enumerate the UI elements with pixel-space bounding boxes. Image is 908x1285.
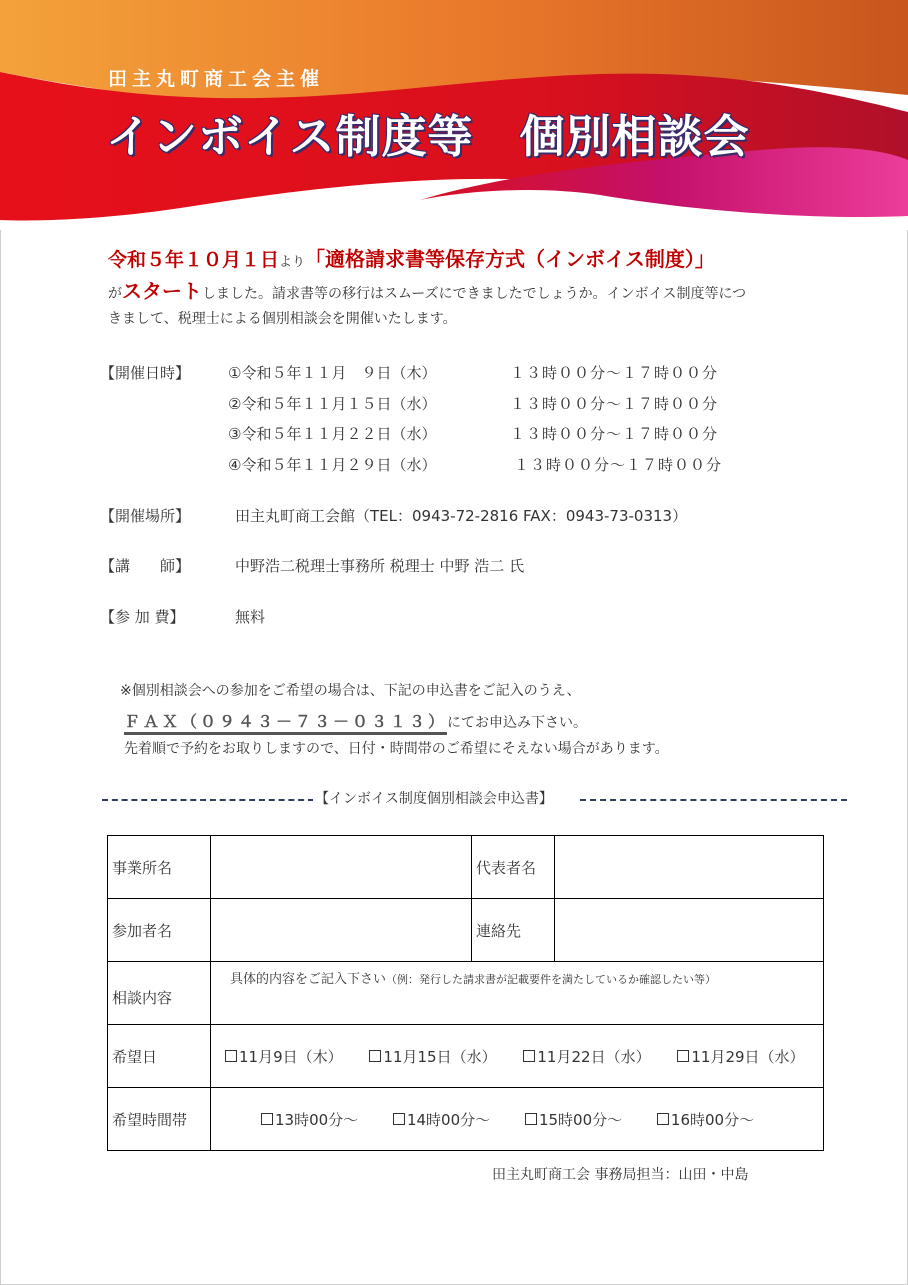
- participant-input[interactable]: [211, 899, 472, 962]
- date-option[interactable]: [225, 1046, 343, 1067]
- date-option-label: 11月22日（水）: [537, 1047, 651, 1066]
- time-option-label: 16時00分～: [670, 1110, 755, 1129]
- schedule-date: ④令和５年１１月２９日（水）: [228, 456, 437, 474]
- contact-input[interactable]: [555, 899, 824, 962]
- intro-line-3: きまして、税理士による個別相談会を開催いたします。: [108, 311, 457, 327]
- notice-line-1: ※個別相談会への参加をご希望の場合は、下記の申込書をご記入のうえ、: [120, 683, 581, 699]
- table-row: [108, 1088, 824, 1151]
- fee-value: 無料: [235, 608, 266, 626]
- fax-number: ＦＡＸ（０９４３－７３－０３１３）: [124, 712, 447, 735]
- application-form: [107, 835, 824, 1151]
- checkbox[interactable]: [525, 1113, 537, 1125]
- date-option[interactable]: [677, 1046, 804, 1067]
- venue-value: 田主丸町商工会館（TEL：0943-72-2816 FAX：0943-73-0313）: [235, 507, 688, 525]
- table-row: [108, 836, 824, 899]
- intro-system-name: 「適格請求書等保存方式（インボイス制度）」: [305, 247, 715, 271]
- checkbox[interactable]: [261, 1113, 273, 1125]
- time-options: [211, 1088, 824, 1151]
- page-title: インボイス制度等 個別相談会: [106, 110, 750, 163]
- intro-date: 令和５年１０月１日: [108, 249, 280, 271]
- date-options: [211, 1025, 824, 1088]
- time-option-label: 13時00分～: [275, 1110, 359, 1129]
- intro-line-2: [108, 275, 746, 304]
- schedule-time: １３時００分～１７時００分: [510, 364, 719, 382]
- schedule-time: １３時００分～１７時００分: [510, 425, 719, 443]
- consultation-label: [108, 962, 211, 1025]
- table-row: [108, 899, 824, 962]
- organizer-text: 田主丸町商工会主催: [108, 68, 325, 90]
- intro-line2-rest: しました。請求書等の移行はスムーズにできましたでしょうか。インボイス制度等につ: [202, 286, 747, 302]
- lecturer-value: 中野浩二税理士事務所 税理士 中野 浩二 氏: [235, 557, 525, 575]
- contact-label: 連絡先: [472, 899, 555, 962]
- office-label: 事業所名: [108, 836, 211, 899]
- checkbox[interactable]: [657, 1113, 669, 1125]
- checkbox[interactable]: [393, 1113, 405, 1125]
- representative-input[interactable]: [555, 836, 824, 899]
- checkbox[interactable]: [225, 1050, 237, 1062]
- divider: [102, 799, 314, 801]
- consultation-input[interactable]: [211, 962, 824, 1025]
- venue-label: 【開催場所】: [100, 507, 191, 525]
- date-option-label: 11月15日（水）: [383, 1047, 497, 1066]
- form-heading-row: [102, 788, 847, 812]
- schedule-time: １３時００分～１７時００分: [510, 395, 719, 413]
- date-option[interactable]: [369, 1046, 496, 1067]
- consultation-hint: [230, 972, 716, 987]
- checkbox[interactable]: [677, 1050, 689, 1062]
- consultation-hint-example: （例：発行した請求書が記載要件を満たしているか確認したい等）: [386, 972, 717, 986]
- intro-yori: より: [279, 255, 306, 270]
- table-row: [108, 962, 824, 1025]
- representative-label: 代表者名: [472, 836, 555, 899]
- participant-label: 参加者名: [108, 899, 211, 962]
- intro-line-1: [108, 243, 715, 272]
- checkbox[interactable]: [369, 1050, 381, 1062]
- schedule-time: １３時００分～１７時００分: [514, 456, 723, 474]
- table-row: [108, 1025, 824, 1088]
- checkbox[interactable]: [523, 1050, 535, 1062]
- time-option[interactable]: [261, 1109, 358, 1130]
- consultation-hint-main: 具体的内容をご記入下さい: [230, 971, 387, 987]
- date-option-label: 11月29日（水）: [691, 1047, 805, 1066]
- form-heading: 【インボイス制度個別相談会申込書】: [313, 788, 555, 808]
- time-option[interactable]: [657, 1109, 754, 1130]
- schedule-date: ②令和５年１１月１５日（水）: [228, 395, 437, 413]
- schedule-date: ③令和５年１１月２２日（水）: [228, 425, 437, 443]
- divider: [580, 799, 847, 801]
- office-input[interactable]: [211, 836, 472, 899]
- date-option-label: 11月9日（木）: [239, 1047, 343, 1066]
- notice-fax-line: [124, 709, 587, 732]
- date-option[interactable]: [523, 1046, 650, 1067]
- time-option-label: 15時00分～: [538, 1110, 623, 1129]
- fax-suffix: にてお申込み下さい。: [447, 715, 588, 731]
- time-option[interactable]: [525, 1109, 622, 1130]
- time-option[interactable]: [393, 1109, 490, 1130]
- footer-contact: 田主丸町商工会 事務局担当：山田・中島: [492, 1167, 749, 1183]
- date-label: 希望日: [108, 1025, 211, 1088]
- intro-start: スタート: [122, 279, 202, 303]
- consultation-label-text: 相談内容: [112, 988, 173, 1007]
- schedule-date: ①令和５年１１月 ９日（木）: [228, 364, 437, 382]
- time-label: 希望時間帯: [108, 1088, 211, 1151]
- intro-ga: が: [108, 286, 122, 302]
- notice-line-3: 先着順で予約をお取りしますので、日付・時間帯のご希望にそえない場合があります。: [124, 741, 669, 757]
- fee-label: 【参 加 費】: [100, 608, 185, 626]
- schedule-label: 【開催日時】: [100, 364, 191, 382]
- time-option-label: 14時00分～: [406, 1110, 491, 1129]
- lecturer-label: 【講 師】: [100, 557, 191, 575]
